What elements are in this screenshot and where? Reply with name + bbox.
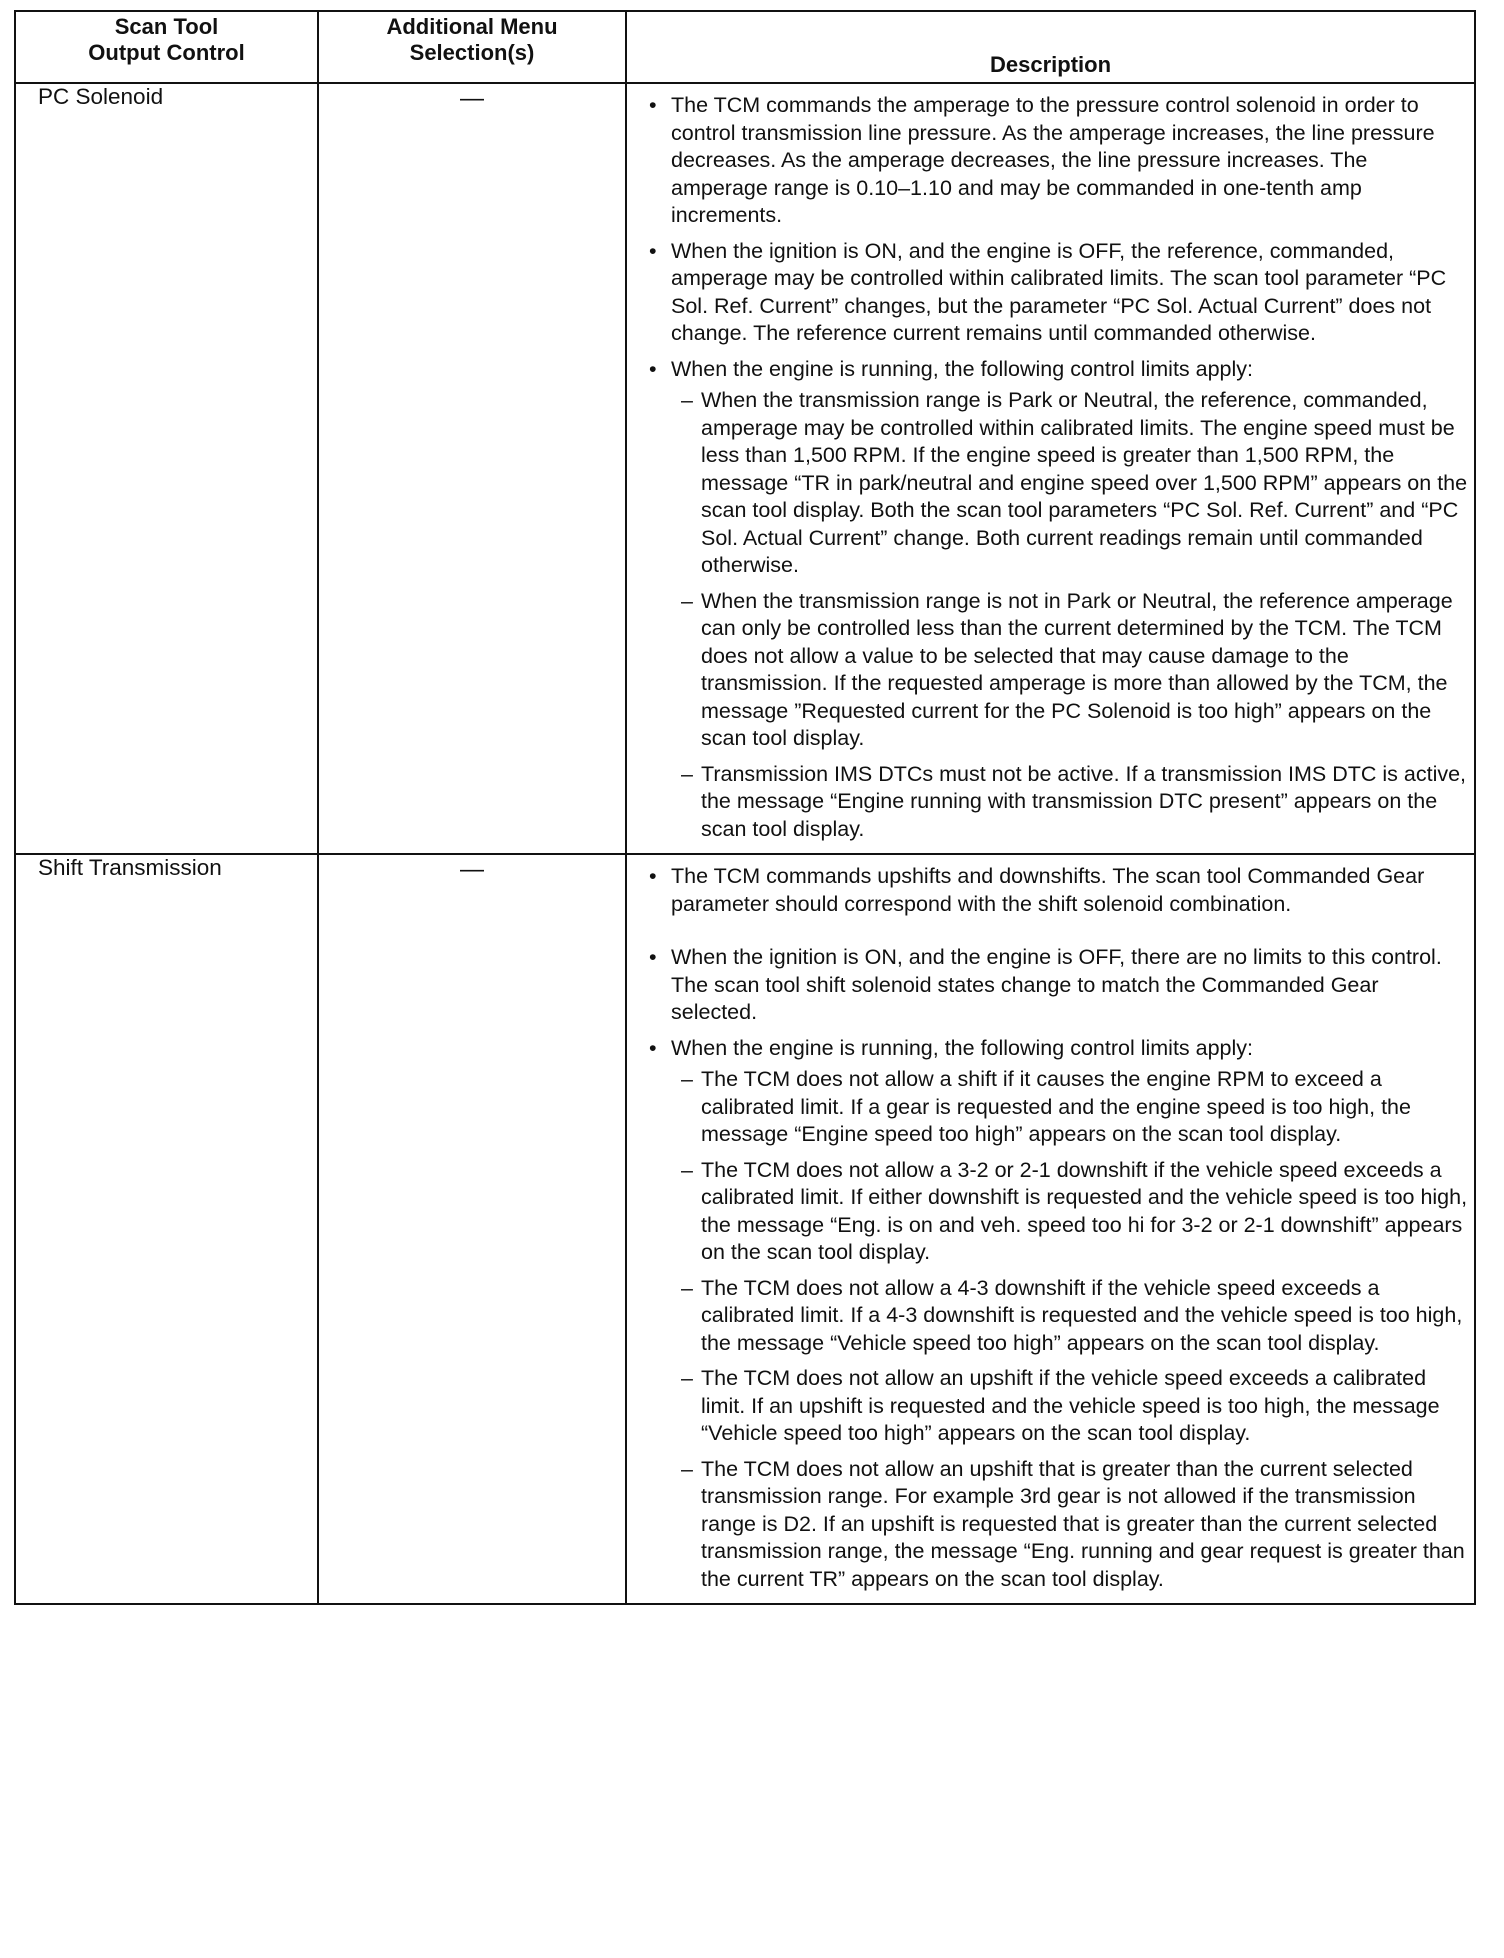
output-control-cell: PC Solenoid [15, 83, 318, 854]
description-bullet-text: When the engine is running, the following control limits apply: [671, 1035, 1254, 1060]
description-bullet: • The TCM commands upshifts and downshifts. The scan tool Commanded Gear parameter should correspond with the shift solenoid combination. [643, 863, 1468, 918]
table-row-shift-transmission [15, 854, 1475, 1604]
menu-selection-cell: — [318, 83, 626, 854]
header-row [15, 11, 1475, 83]
description-sub-item: – The TCM does not allow a 3-2 or 2-1 downshift if the vehicle speed exceeds a calibrated limit. If either downshift is requested and the vehicle speed is too high, the message “Eng. is on and veh. speed too hi for 3-2 or 2-1 downshift” appears on the scan tool display. [671, 1157, 1468, 1267]
description-sub-list [671, 387, 1468, 843]
header-menu-line2: Selection(s) [409, 40, 535, 65]
description-sub-item: – The TCM does not allow an upshift that is greater than the current selected transmission range. For example 3rd gear is not allowed if the transmission range is D2. If an upshift is requested that is greater than the current selected transmission range, the message “Eng. running and gear request is greater than the current TR” appears on the scan tool display. [671, 1456, 1468, 1594]
description-sub-list [671, 1066, 1468, 1593]
table-row-pc-solenoid [15, 83, 1475, 854]
description-list [643, 863, 1468, 1593]
description-cell [626, 83, 1475, 854]
description-bullet [643, 356, 1468, 844]
description-bullet [643, 1035, 1468, 1594]
output-control-table [14, 10, 1476, 1605]
header-control-line1: Scan Tool [114, 14, 219, 39]
description-sub-item: – Transmission IMS DTCs must not be active. If a transmission IMS DTC is active, the message “Engine running with transmission DTC present” appears on the scan tool display. [671, 761, 1468, 844]
header-scan-tool-output-control [15, 11, 318, 83]
description-bullet: • When the ignition is ON, and the engine is OFF, the reference, commanded, amperage may be controlled within calibrated limits. The scan tool parameter “PC Sol. Ref. Current” changes, but the parameter “PC Sol. Actual Current” does not change. The reference current remains until commanded otherwise. [643, 238, 1468, 348]
header-control-line2: Output Control [88, 40, 245, 65]
description-sub-item: – The TCM does not allow a 4-3 downshift if the vehicle speed exceeds a calibrated limit. If a 4-3 downshift is requested and the vehicle speed is too high, the message “Vehicle speed too high” appears on the scan tool display. [671, 1275, 1468, 1358]
description-bullet: • When the ignition is ON, and the engine is OFF, there are no limits to this control. The scan tool shift solenoid states change to match the Commanded Gear selected. [643, 944, 1468, 1027]
description-bullet-text: When the engine is running, the following control limits apply: [671, 356, 1254, 381]
description-list [643, 92, 1468, 843]
description-sub-item: – When the transmission range is not in Park or Neutral, the reference amperage can only be controlled less than the current determined by the TCM. The TCM does not allow a value to be selected that may cause damage to the transmission. If the requested amperage is more than allowed by the TCM, the message ”Requested current for the PC Solenoid is too high” appears on the scan tool display. [671, 588, 1468, 753]
header-additional-menu-selections [318, 11, 626, 83]
description-sub-item: – The TCM does not allow a shift if it causes the engine RPM to exceed a calibrated limit. If a gear is requested and the engine speed is too high, the message “Engine speed too high” appears on the scan tool display. [671, 1066, 1468, 1149]
description-sub-item: – When the transmission range is Park or Neutral, the reference, commanded, amperage may be controlled within calibrated limits. The engine speed must be less than 1,500 RPM. If the engine speed is greater than 1,500 RPM, the message “TR in park/neutral and engine speed over 1,500 RPM” appears on the scan tool display. Both the scan tool parameters “PC Sol. Ref. Current” and “PC Sol. Actual Current” change. Both current readings remain until commanded otherwise. [671, 387, 1468, 580]
description-bullet: • The TCM commands the amperage to the pressure control solenoid in order to control transmission line pressure. As the amperage increases, the line pressure decreases. As the amperage decreases, the line pressure increases. The amperage range is 0.10–1.10 and may be commanded in one-tenth amp increments. [643, 92, 1468, 230]
header-description: Description [626, 11, 1475, 83]
header-menu-line1: Additional Menu [386, 14, 558, 39]
table-header [15, 11, 1475, 83]
menu-selection-cell: — [318, 854, 626, 1604]
description-sub-item: – The TCM does not allow an upshift if the vehicle speed exceeds a calibrated limit. If an upshift is requested and the vehicle speed is too high, the message “Vehicle speed too high” appears on the scan tool display. [671, 1365, 1468, 1448]
output-control-cell: Shift Transmission [15, 854, 318, 1604]
description-cell [626, 854, 1475, 1604]
